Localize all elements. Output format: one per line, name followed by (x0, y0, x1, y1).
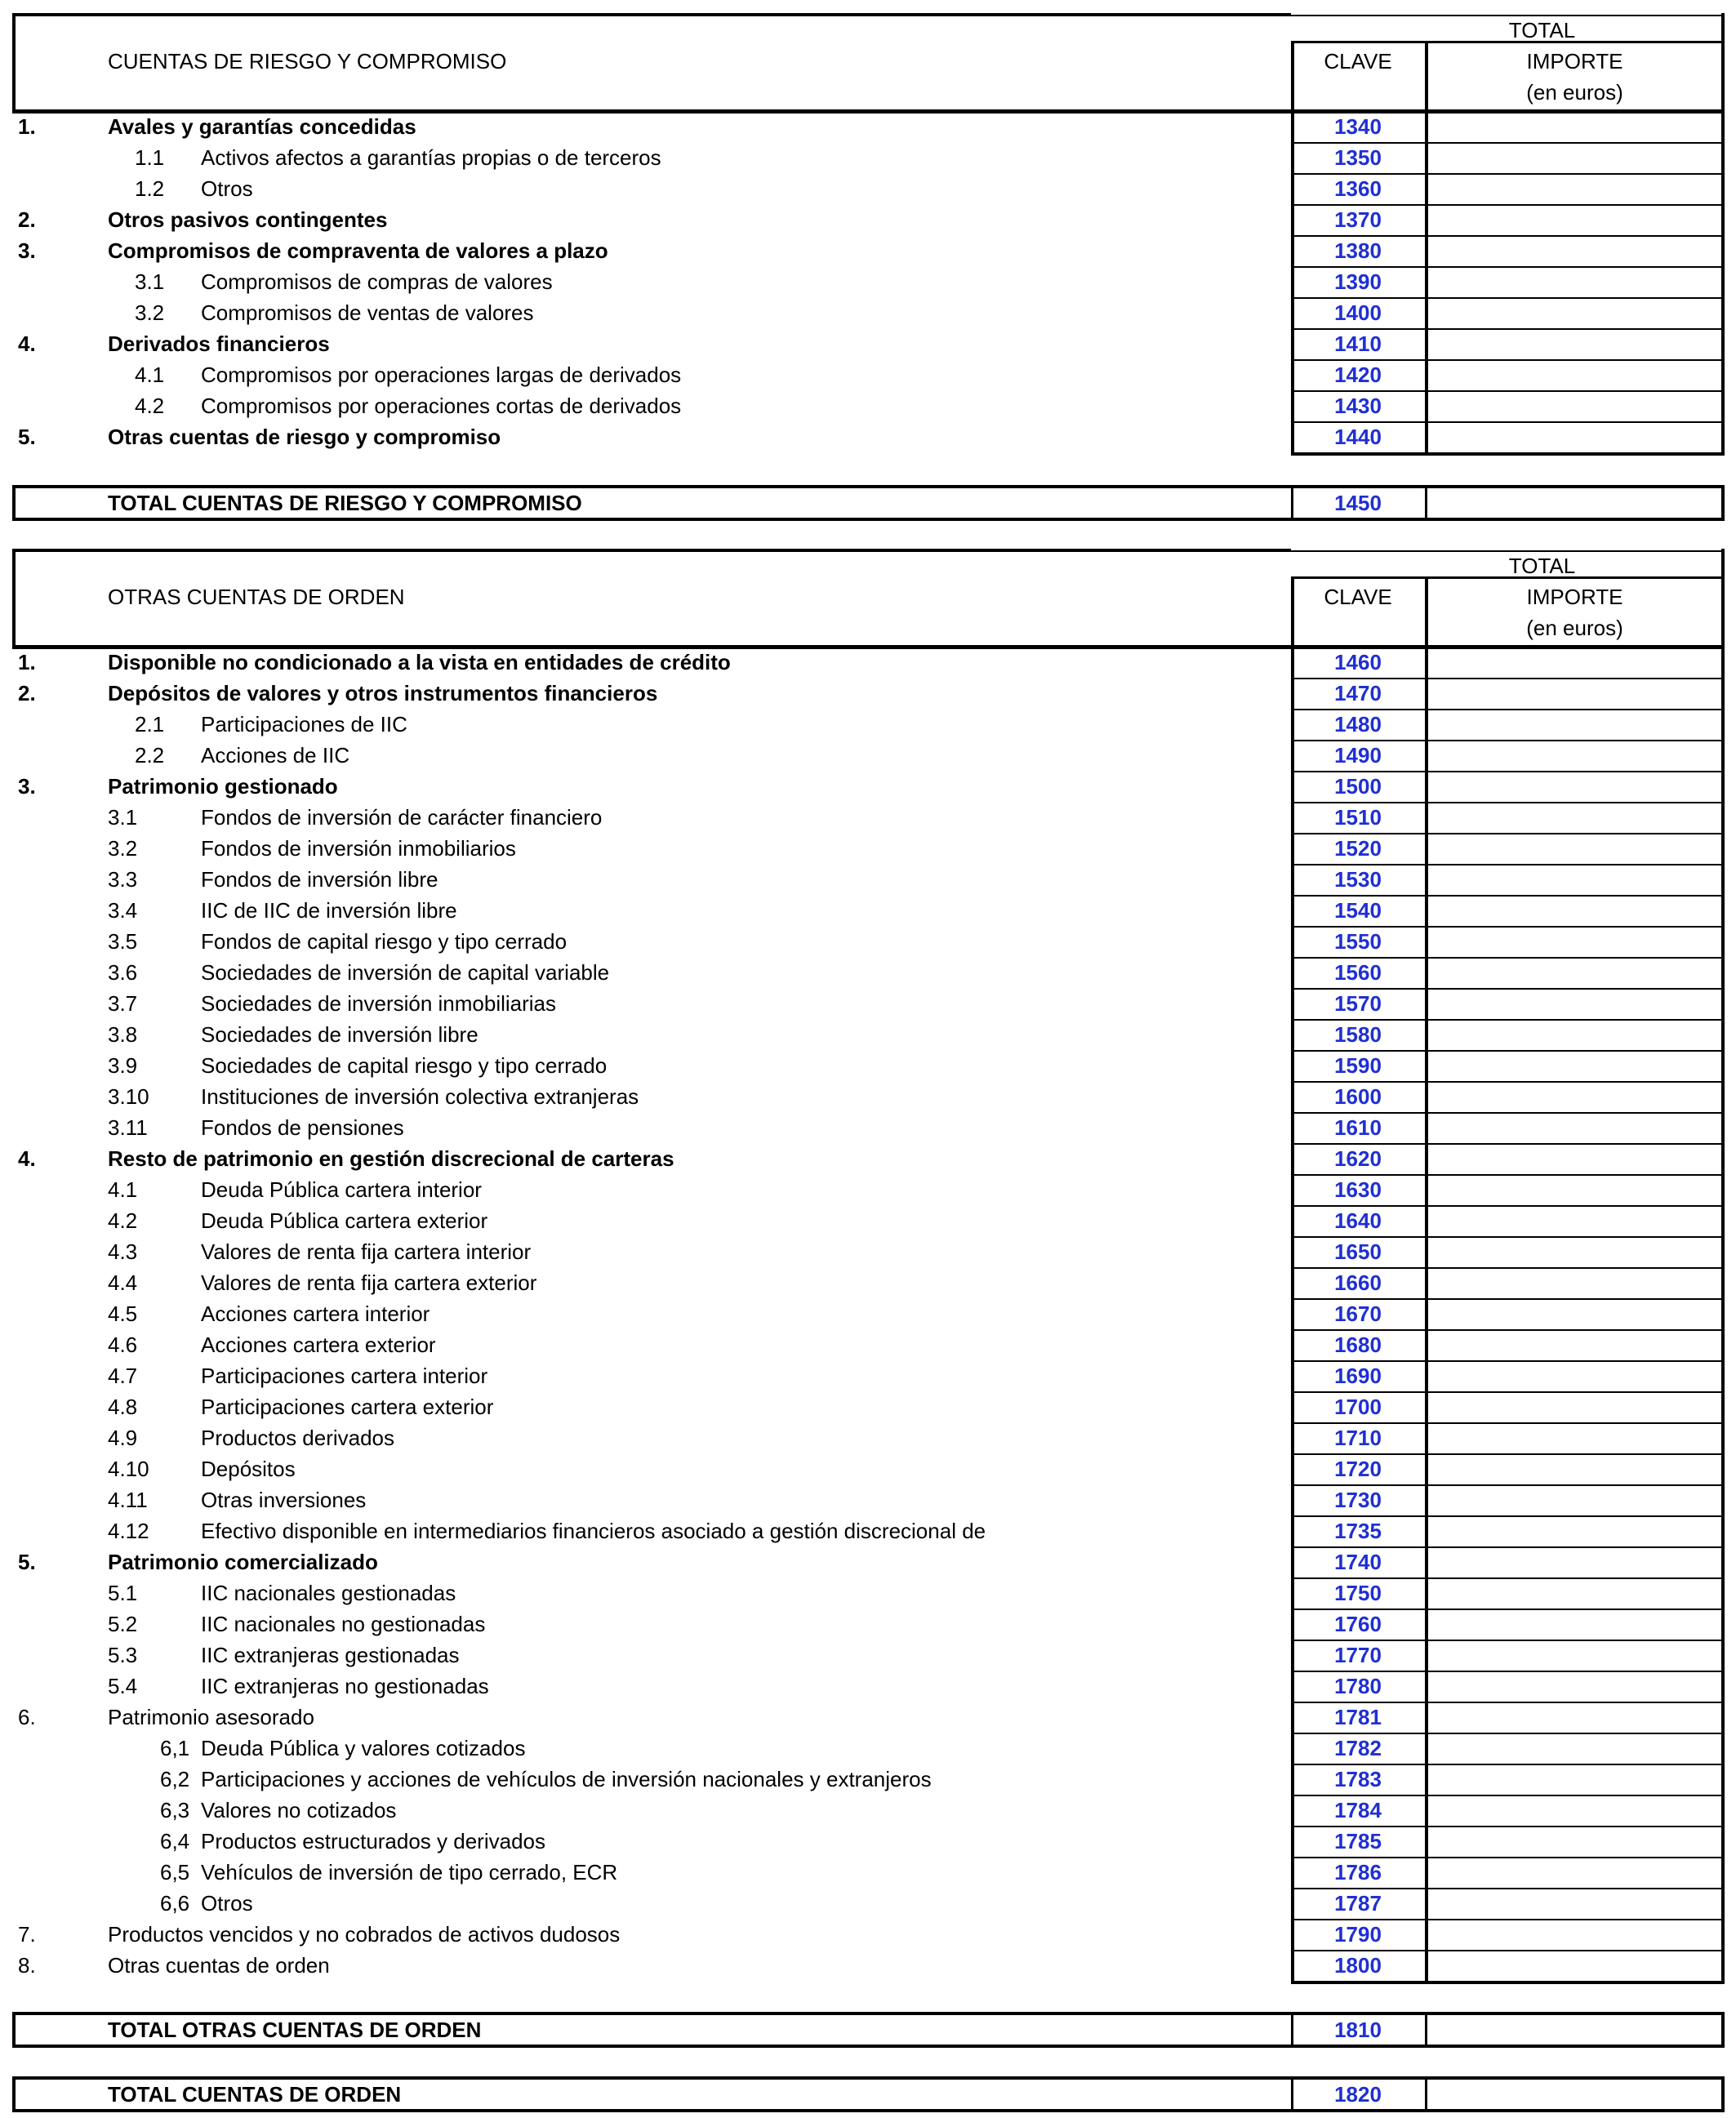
grand-total-clave-right (1425, 2076, 1427, 2112)
row-code: 1680 (1334, 1333, 1382, 1357)
row-number: 4.10 (108, 1457, 149, 1481)
row-code: 1530 (1334, 867, 1382, 892)
row-number: 4.9 (108, 1426, 138, 1450)
importe-cell[interactable] (1428, 175, 1721, 202)
row-code: 1730 (1334, 1488, 1382, 1512)
row-number: 6,3 (160, 1798, 190, 1822)
row-label: IIC extranjeras gestionadas (201, 1643, 460, 1667)
importe-subheader: (en euros) (1526, 80, 1623, 105)
row-code: 1740 (1334, 1550, 1382, 1574)
table-bottom-rule (1291, 452, 1725, 456)
row-code: 1750 (1334, 1581, 1382, 1605)
importe-cell[interactable] (1428, 1951, 1721, 1979)
importe-cell[interactable] (1428, 1052, 1721, 1079)
importe-cell[interactable] (1428, 1858, 1721, 1886)
row-number: 4. (18, 331, 36, 356)
total-riesgo-clave-right (1425, 485, 1427, 521)
row-number: 3.2 (135, 300, 165, 325)
importe-cell[interactable] (1428, 1455, 1721, 1483)
row-code: 1610 (1334, 1115, 1382, 1140)
grand-total-label: TOTAL CUENTAS DE ORDEN (108, 2082, 402, 2107)
row-number: 4.7 (108, 1364, 138, 1388)
row-number: 6,2 (160, 1767, 190, 1791)
row-label: Sociedades de inversión libre (201, 1022, 479, 1047)
row-code: 1440 (1334, 425, 1382, 449)
row-code: 1785 (1334, 1829, 1382, 1853)
clave-header: CLAVE (1324, 49, 1392, 73)
row-label: Sociedades de inversión inmobiliarias (201, 991, 557, 1016)
row-code: 1570 (1334, 991, 1382, 1016)
importe-cell[interactable] (1428, 772, 1721, 800)
total-riesgo-code: 1450 (1334, 491, 1382, 515)
row-code: 1430 (1334, 394, 1382, 418)
row-number: 4.8 (108, 1395, 138, 1419)
importe-cell[interactable] (1428, 741, 1721, 769)
importe-cell[interactable] (1428, 1734, 1721, 1762)
row-label: Acciones de IIC (201, 743, 350, 768)
row-number: 4. (18, 1146, 36, 1171)
row-code: 1630 (1334, 1177, 1382, 1202)
row-number: 3.6 (108, 960, 138, 985)
total-otras-right-rule (1721, 2012, 1725, 2048)
row-number: 6,5 (160, 1860, 190, 1884)
row-code: 1350 (1334, 145, 1382, 170)
importe-cell[interactable] (1428, 1114, 1721, 1141)
total-riesgo-right-rule (1721, 485, 1725, 521)
total-otras-importe-cell[interactable] (1428, 2015, 1721, 2045)
row-label: Productos vencidos y no cobrados de activos dudosos (108, 1922, 621, 1947)
importe-cell[interactable] (1428, 423, 1721, 451)
importe-subheader: (en euros) (1526, 616, 1623, 640)
importe-cell[interactable] (1428, 1796, 1721, 1824)
row-number: 2.2 (135, 743, 165, 768)
importe-cell[interactable] (1428, 990, 1721, 1017)
row-code: 1580 (1334, 1022, 1382, 1047)
row-number: 3.4 (108, 898, 138, 923)
row-number: 4.3 (108, 1239, 138, 1264)
row-code: 1520 (1334, 836, 1382, 861)
row-label: Disponible no condicionado a la vista en entidades de crédito (108, 650, 731, 674)
row-code: 1500 (1334, 774, 1382, 799)
row-label: Depósitos (201, 1457, 296, 1481)
row-number: 5. (18, 1550, 36, 1574)
row-number: 1. (18, 114, 36, 139)
importe-cell[interactable] (1428, 865, 1721, 893)
importe-cell[interactable] (1428, 1765, 1721, 1793)
row-label: Valores no cotizados (201, 1798, 397, 1822)
importe-header: IMPORTE (1526, 585, 1623, 609)
total-riesgo-label: TOTAL CUENTAS DE RIESGO Y COMPROMISO (108, 491, 582, 515)
row-label: Compromisos de ventas de valores (201, 300, 534, 325)
importe-cell[interactable] (1428, 1827, 1721, 1855)
row-label: Compromisos por operaciones largas de derivados (201, 363, 682, 387)
row-number: 6,6 (160, 1891, 190, 1916)
header-top-rule (12, 549, 1291, 552)
row-label: Sociedades de inversión de capital variable (201, 960, 610, 985)
row-code: 1720 (1334, 1457, 1382, 1481)
grand-total-right-rule (1721, 2076, 1725, 2112)
header-left-rule (12, 549, 16, 647)
row-label: Activos afectos a garantías propias o de terceros (201, 145, 661, 170)
importe-cell[interactable] (1428, 1238, 1721, 1266)
total-otras-label: TOTAL OTRAS CUENTAS DE ORDEN (108, 2018, 482, 2042)
row-code: 1787 (1334, 1891, 1382, 1916)
row-label: Instituciones de inversión colectiva extranjeras (201, 1084, 639, 1109)
row-number: 6. (18, 1705, 36, 1729)
row-label: IIC nacionales gestionadas (201, 1581, 456, 1605)
importe-cell[interactable] (1428, 679, 1721, 707)
row-label: Deuda Pública y valores cotizados (201, 1736, 526, 1760)
importe-cell[interactable] (1428, 803, 1721, 831)
importe-header: IMPORTE (1526, 49, 1623, 73)
row-label: Fondos de inversión inmobiliarios (201, 836, 516, 861)
row-code: 1490 (1334, 743, 1382, 768)
row-code: 1781 (1334, 1705, 1382, 1729)
importe-cell[interactable] (1428, 361, 1721, 389)
row-number: 2. (18, 207, 36, 232)
row-number: 3.8 (108, 1022, 138, 1047)
row-label: Participaciones cartera exterior (201, 1395, 494, 1419)
importe-cell[interactable] (1428, 834, 1721, 862)
row-code: 1540 (1334, 898, 1382, 923)
row-number: 3.5 (108, 929, 138, 954)
row-code: 1770 (1334, 1643, 1382, 1667)
importe-right-rule (1721, 647, 1725, 1984)
importe-cell[interactable] (1428, 392, 1721, 420)
row-label: Fondos de pensiones (201, 1115, 404, 1140)
row-number: 4.1 (108, 1177, 138, 1202)
section-title: CUENTAS DE RIESGO Y COMPROMISO (108, 49, 507, 73)
row-number: 7. (18, 1922, 36, 1947)
row-number: 5.2 (108, 1612, 138, 1636)
row-number: 3.1 (135, 269, 165, 294)
row-number: 1.1 (135, 145, 165, 170)
row-code: 1670 (1334, 1302, 1382, 1326)
row-label: Patrimonio gestionado (108, 774, 338, 799)
importe-cell[interactable] (1428, 648, 1721, 676)
row-label: Deuda Pública cartera interior (201, 1177, 482, 1202)
row-label: Valores de renta fija cartera interior (201, 1239, 532, 1264)
row-label: Patrimonio comercializado (108, 1550, 378, 1574)
importe-cell[interactable] (1428, 1269, 1721, 1297)
table-bottom-rule (1291, 1981, 1725, 1984)
row-label: Fondos de capital riesgo y tipo cerrado (201, 929, 568, 954)
total-riesgo-left-rule (12, 485, 16, 521)
importe-cell[interactable] (1428, 1486, 1721, 1514)
row-number: 3.11 (108, 1115, 148, 1140)
importe-cell[interactable] (1428, 237, 1721, 265)
grand-total-importe-cell[interactable] (1428, 2080, 1721, 2109)
row-number: 4.12 (108, 1519, 149, 1543)
row-code: 1340 (1334, 114, 1382, 139)
row-code: 1710 (1334, 1426, 1382, 1450)
row-number: 3.10 (108, 1084, 149, 1109)
row-number: 8. (18, 1953, 36, 1978)
importe-cell[interactable] (1428, 330, 1721, 358)
row-code: 1735 (1334, 1519, 1382, 1543)
row-code: 1420 (1334, 363, 1382, 387)
row-label: Compromisos de compraventa de valores a plazo (108, 238, 608, 263)
row-number: 3.1 (108, 805, 138, 830)
row-code: 1470 (1334, 681, 1382, 705)
row-code: 1390 (1334, 269, 1382, 294)
row-label: Participaciones cartera interior (201, 1364, 488, 1388)
row-code: 1410 (1334, 331, 1382, 356)
row-label: Efectivo disponible en intermediarios financieros asociado a gestión discrecional de (201, 1519, 986, 1543)
total-otras-left-rule (12, 2012, 16, 2048)
row-label: Valores de renta fija cartera exterior (201, 1270, 537, 1295)
row-label: Otros pasivos contingentes (108, 207, 388, 232)
row-code: 1480 (1334, 712, 1382, 736)
importe-cell[interactable] (1428, 1920, 1721, 1948)
row-number: 5.3 (108, 1643, 138, 1667)
row-number: 2. (18, 681, 36, 705)
row-number: 3. (18, 774, 36, 799)
row-code: 1650 (1334, 1239, 1382, 1264)
importe-cell[interactable] (1428, 1517, 1721, 1545)
row-label: Patrimonio asesorado (108, 1705, 314, 1729)
row-number: 5.4 (108, 1674, 138, 1698)
importe-cell[interactable] (1428, 1021, 1721, 1048)
importe-cell[interactable] (1428, 299, 1721, 327)
header-left-rule (12, 13, 16, 111)
row-code: 1784 (1334, 1798, 1382, 1822)
importe-cell[interactable] (1428, 928, 1721, 955)
grand-total-left-rule (12, 2076, 16, 2112)
row-code: 1620 (1334, 1146, 1382, 1171)
row-label: Compromisos de compras de valores (201, 269, 553, 294)
row-label: Participaciones y acciones de vehículos de inversión nacionales y extranjeros (201, 1767, 932, 1791)
total-otras-clave-right (1425, 2012, 1427, 2048)
row-code: 1780 (1334, 1674, 1382, 1698)
row-code: 1370 (1334, 207, 1382, 232)
row-code: 1400 (1334, 300, 1382, 325)
row-number: 6,4 (160, 1829, 190, 1853)
row-code: 1380 (1334, 238, 1382, 263)
row-label: Derivados financieros (108, 331, 330, 356)
importe-right-rule (1721, 111, 1725, 456)
row-number: 4.2 (108, 1208, 138, 1233)
importe-cell[interactable] (1428, 113, 1721, 140)
row-label: Sociedades de capital riesgo y tipo cerrado (201, 1053, 608, 1078)
row-number: 2.1 (135, 712, 165, 736)
importe-cell[interactable] (1428, 1889, 1721, 1917)
row-label: Acciones cartera exterior (201, 1333, 436, 1357)
row-number: 3.3 (108, 867, 138, 892)
header-top-rule (12, 13, 1291, 16)
importe-cell[interactable] (1428, 1703, 1721, 1731)
importe-cell[interactable] (1428, 144, 1721, 171)
importe-cell[interactable] (1428, 1393, 1721, 1421)
row-code: 1783 (1334, 1767, 1382, 1791)
row-number: 6,1 (160, 1736, 190, 1760)
importe-cell[interactable] (1428, 959, 1721, 986)
row-label: IIC nacionales no gestionadas (201, 1612, 486, 1636)
row-number: 4.4 (108, 1270, 138, 1295)
row-code: 1782 (1334, 1736, 1382, 1760)
row-code: 1600 (1334, 1084, 1382, 1109)
total-header: TOTAL (1508, 18, 1576, 42)
row-code: 1550 (1334, 929, 1382, 954)
importe-cell[interactable] (1428, 268, 1721, 296)
row-number: 3. (18, 238, 36, 263)
row-number: 4.11 (108, 1488, 148, 1512)
importe-cell[interactable] (1428, 1331, 1721, 1359)
importe-cell[interactable] (1428, 1083, 1721, 1110)
importe-cell[interactable] (1428, 1424, 1721, 1452)
row-code: 1460 (1334, 650, 1382, 674)
row-code: 1760 (1334, 1612, 1382, 1636)
row-number: 5. (18, 425, 36, 449)
clave-header: CLAVE (1324, 585, 1392, 609)
importe-cell[interactable] (1428, 1610, 1721, 1638)
grand-total-code: 1820 (1334, 2082, 1382, 2107)
row-code: 1800 (1334, 1953, 1382, 1978)
importe-cell[interactable] (1428, 710, 1721, 738)
row-code: 1790 (1334, 1922, 1382, 1947)
row-code: 1786 (1334, 1860, 1382, 1884)
row-number: 4.5 (108, 1302, 138, 1326)
row-label: Depósitos de valores y otros instrumentos financieros (108, 681, 658, 705)
row-label: Productos estructurados y derivados (201, 1829, 545, 1853)
row-label: Participaciones de IIC (201, 712, 407, 736)
row-number: 4.1 (135, 363, 165, 387)
row-code: 1360 (1334, 176, 1382, 201)
row-number: 3.9 (108, 1053, 138, 1078)
row-code: 1560 (1334, 960, 1382, 985)
row-label: IIC extranjeras no gestionadas (201, 1674, 489, 1698)
row-label: Otros (201, 176, 253, 201)
importe-cell[interactable] (1428, 1579, 1721, 1607)
importe-cell[interactable] (1428, 1641, 1721, 1669)
row-label: Vehículos de inversión de tipo cerrado, ECR (201, 1860, 618, 1884)
total-header: TOTAL (1508, 554, 1576, 578)
importe-cell[interactable] (1428, 1176, 1721, 1204)
row-label: Otras cuentas de riesgo y compromiso (108, 425, 501, 449)
row-number: 4.6 (108, 1333, 138, 1357)
row-label: Fondos de inversión de carácter financiero (201, 805, 603, 830)
row-label: Avales y garantías concedidas (108, 114, 416, 139)
importe-cell[interactable] (1428, 1300, 1721, 1328)
importe-cell[interactable] (1428, 1548, 1721, 1576)
row-number: 1. (18, 650, 36, 674)
total-riesgo-importe-cell[interactable] (1428, 488, 1721, 518)
row-label: Otras inversiones (201, 1488, 367, 1512)
importe-cell[interactable] (1428, 897, 1721, 924)
row-label: Fondos de inversión libre (201, 867, 438, 892)
row-code: 1690 (1334, 1364, 1382, 1388)
row-number: 1.2 (135, 176, 165, 201)
row-code: 1510 (1334, 805, 1382, 830)
row-code: 1640 (1334, 1208, 1382, 1233)
importe-cell[interactable] (1428, 1207, 1721, 1235)
section-title: OTRAS CUENTAS DE ORDEN (108, 585, 405, 609)
row-label: Otras cuentas de orden (108, 1953, 330, 1978)
row-label: Otros (201, 1891, 253, 1916)
row-label: Resto de patrimonio en gestión discrecional de carteras (108, 1146, 674, 1171)
importe-cell[interactable] (1428, 206, 1721, 234)
importe-cell[interactable] (1428, 1145, 1721, 1172)
row-label: Deuda Pública cartera exterior (201, 1208, 488, 1233)
row-code: 1660 (1334, 1270, 1382, 1295)
row-label: Productos derivados (201, 1426, 395, 1450)
row-number: 4.2 (135, 394, 165, 418)
importe-cell[interactable] (1428, 1672, 1721, 1700)
row-number: 3.2 (108, 836, 138, 861)
importe-cell[interactable] (1428, 1362, 1721, 1390)
row-label: Acciones cartera interior (201, 1302, 430, 1326)
row-code: 1590 (1334, 1053, 1382, 1078)
row-code: 1700 (1334, 1395, 1382, 1419)
row-label: Compromisos por operaciones cortas de derivados (201, 394, 682, 418)
row-label: IIC de IIC de inversión libre (201, 898, 457, 923)
total-otras-code: 1810 (1334, 2018, 1382, 2042)
row-number: 3.7 (108, 991, 138, 1016)
row-number: 5.1 (108, 1581, 138, 1605)
